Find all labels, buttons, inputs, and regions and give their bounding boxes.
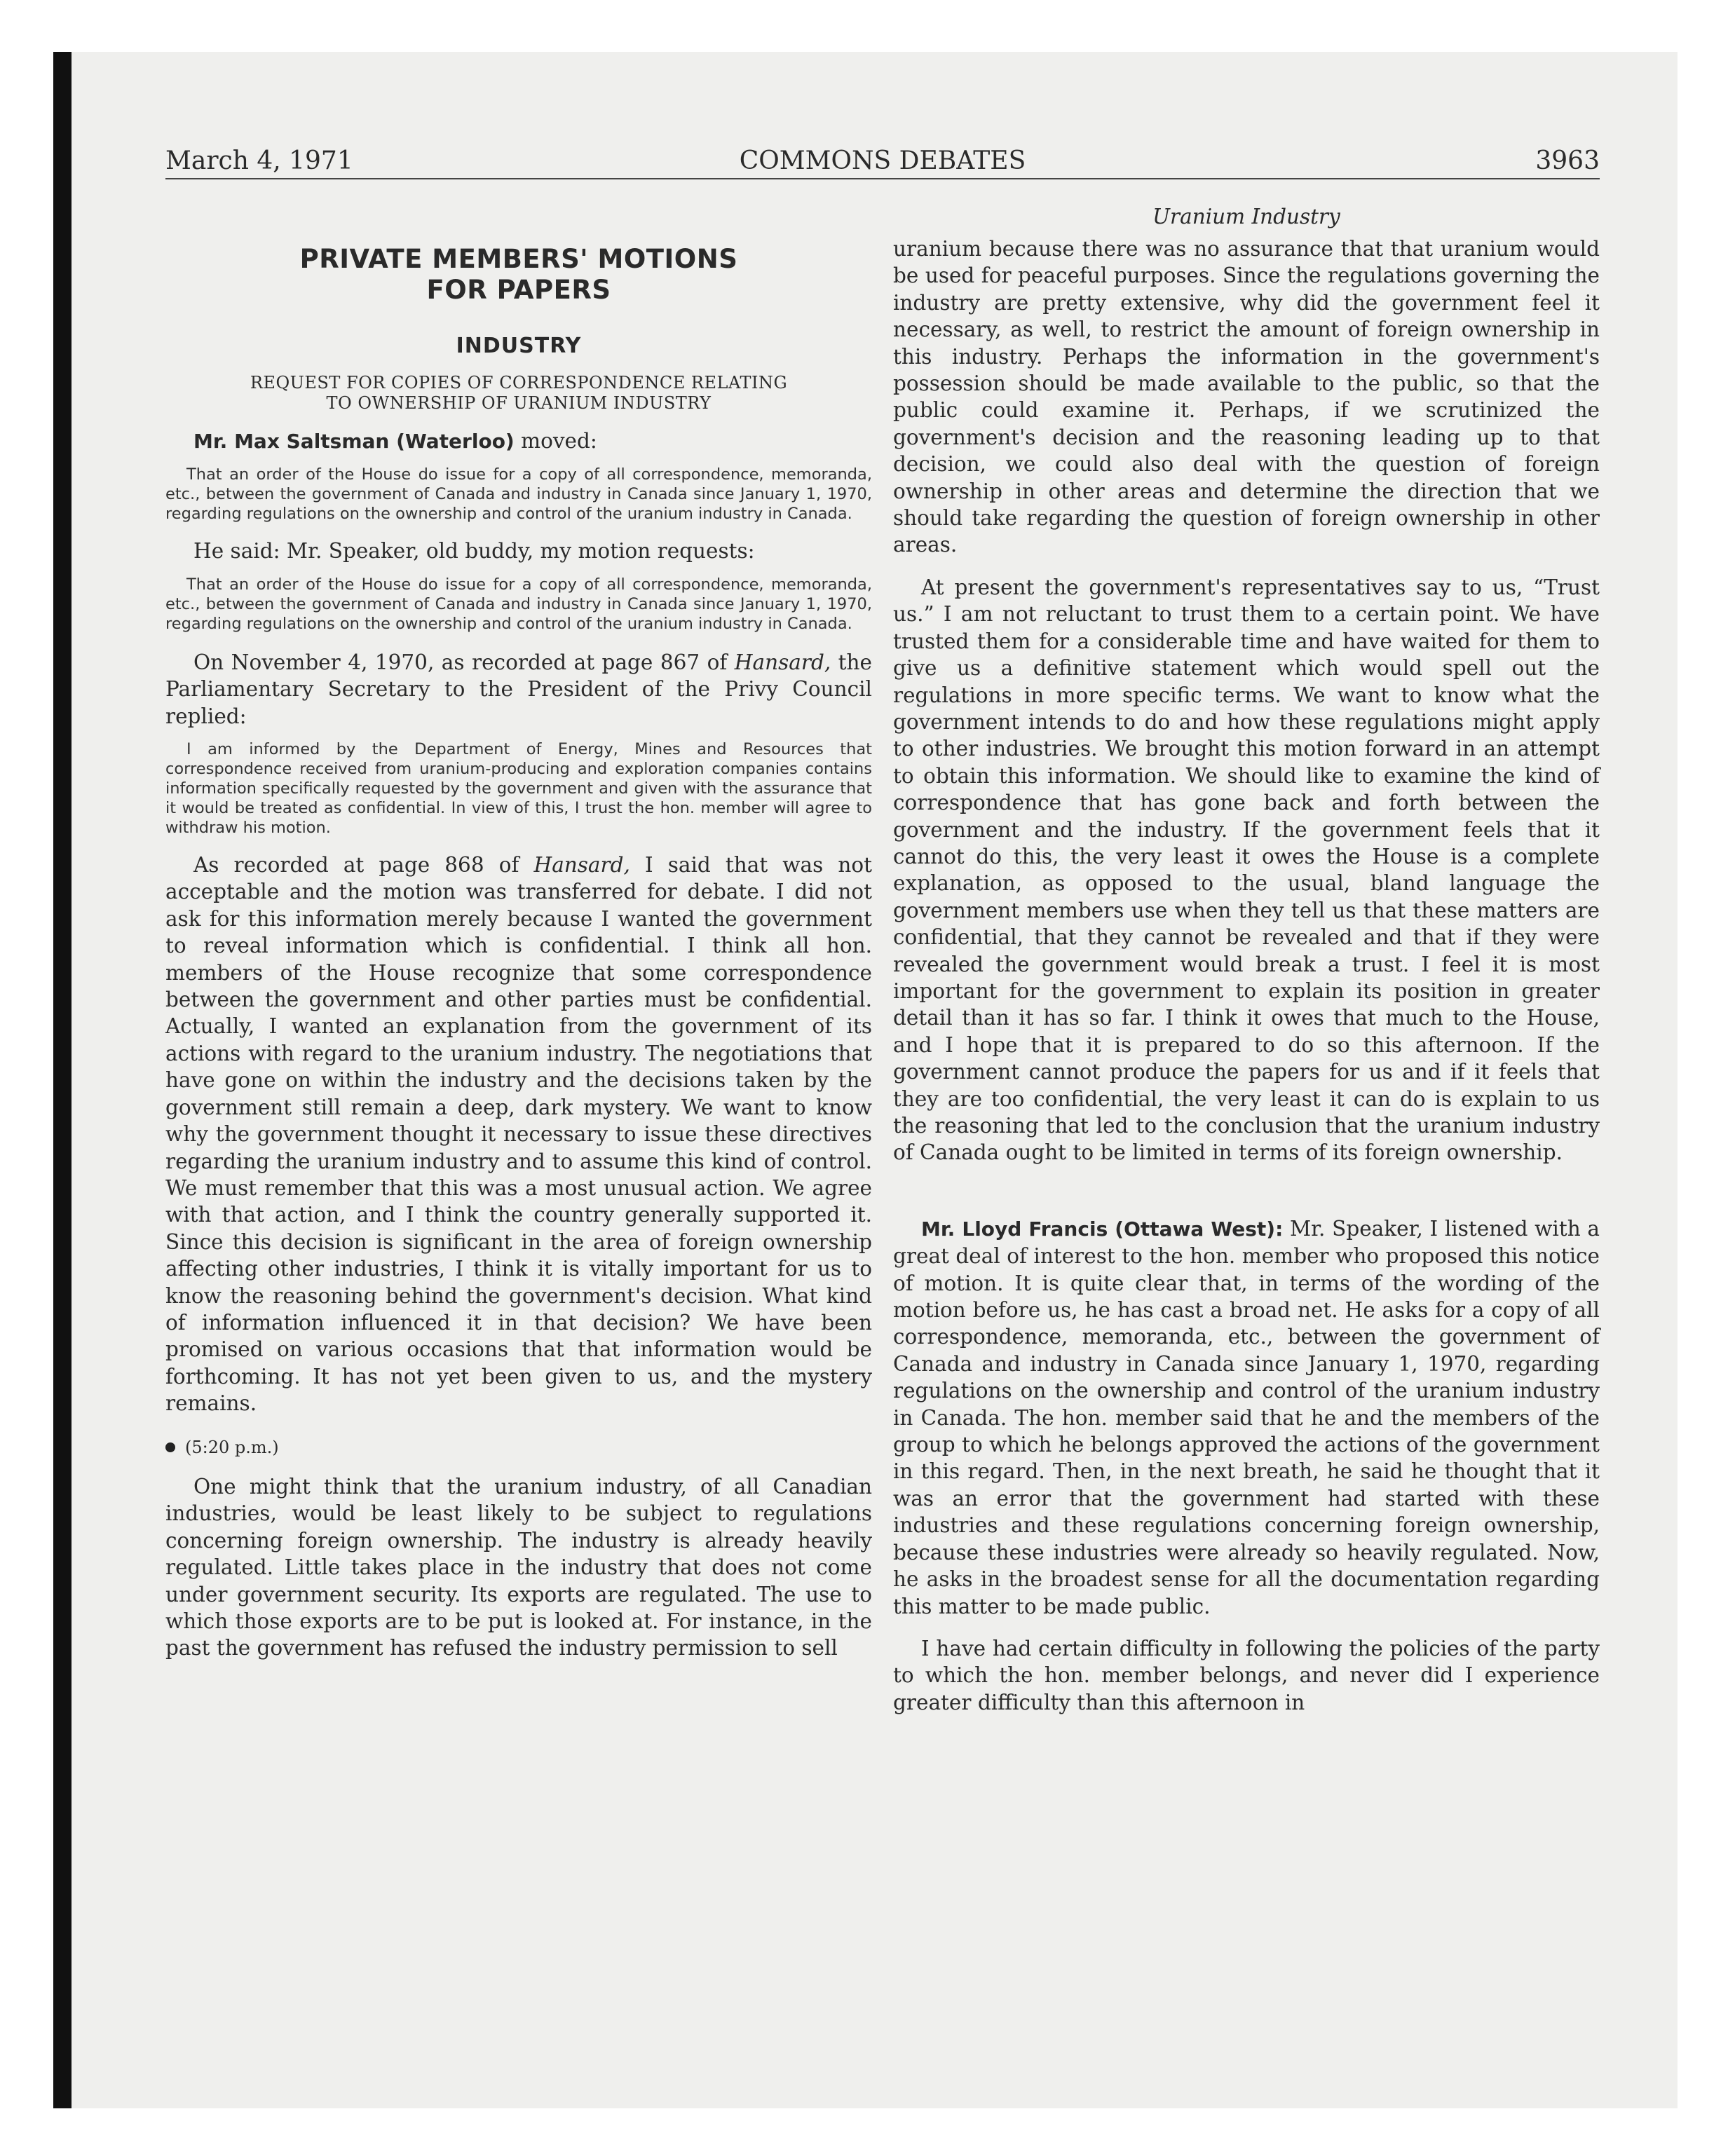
document-page	[165, 146, 1600, 2038]
timestamp-text: (5:20 p.m.)	[185, 1437, 279, 1457]
subject-heading: INDUSTRY	[456, 334, 582, 358]
timestamp	[165, 1434, 872, 1461]
scan-left-edge	[53, 52, 72, 2108]
paragraph-november-b: the Parliamentary Secretary to the President of the Privy Council replied:	[165, 650, 872, 728]
header-publication: COMMONS DEBATES	[739, 146, 1026, 175]
left-column	[165, 244, 872, 1662]
section-heading	[165, 244, 872, 306]
subheading-line1: REQUEST FOR COPIES OF CORRESPONDENCE RELATING	[250, 373, 788, 393]
header-date: March 4, 1971	[165, 146, 353, 175]
paragraph-page-868	[165, 852, 872, 1417]
paragraph-868-b: I said that was not acceptable and the motion was transferred for debate. I did not ask for this information merely because I wanted the government to reveal information which is confidential. I think all hon. members of the House recognize that some correspondence between the government and other parties must be confidential. Actually, I wanted an explanation from the government of its actions with regard to the uranium industry. The negotiations that have gone on within the industry and the decisions taken by the government still remain a deep, dark mystery. We want to know why the government thought it necessary to issue these directives regarding the uranium industry and to assume this kind of control. We must remember that this was a most unusual action. We agree with that action, and I think the country generally supported it. Since this decision is significant in the area of foreign ownership affecting other industries, I think it is vitally important for us to know the reasoning behind the government's decision. What kind of information influenced it in that decision? We have been promised on various occasions that that information would be forthcoming. It has not yet been given to us, and the mystery remains.	[165, 853, 872, 1416]
page-header	[165, 146, 1600, 179]
hansard-reference: Hansard,	[734, 650, 831, 674]
paragraph-one-might: One might think that the uranium industry, of all Canadian industries, would be least likely to be subject to regulations concerning foreign ownership. The industry is already heavily regulated. Little takes place in the industry that does not come under government security. Its exports are regulated. The use to which those exports are to be put is looked at. For instance, in the past the government has refused the industry permission to sell	[165, 1474, 872, 1660]
speaker-francis: Mr. Lloyd Francis (Ottawa West):	[921, 1217, 1284, 1241]
subheading-line2: TO OWNERSHIP OF URANIUM INDUSTRY	[326, 393, 712, 413]
right-column	[893, 203, 1600, 1716]
header-page-number: 3963	[1535, 146, 1600, 175]
francis-text: Mr. Speaker, I listened with a great deal of interest to the hon. member who proposed this notice of motion. It is quite clear that, in terms of the wording of the motion before us, he has cast a broad net. He asks for a copy of all correspondence, memoranda, etc., between the government of Canada and industry in Canada since January 1, 1970, regarding regulations on the ownership and control of the uranium industry in Canada. The hon. member said that he and the members of the group to which he belongs approved the actions of the government in this regard. Then, in the next breath, he said he thought that it was an error that the government had started with these industries and these regulations concerning foreign ownership, because these industries were already so heavily regulated. Now, he asks in the broadest sense for all the documentation regarding this matter to be made public.	[893, 1216, 1600, 1618]
paragraph-francis	[893, 1215, 1600, 1620]
section-heading-line2: FOR PAPERS	[426, 275, 611, 305]
section-heading-line1: PRIVATE MEMBERS' MOTIONS	[299, 244, 738, 274]
reply-quote: I am informed by the Department of Energy, Mines and Resources that correspondence received from uranium-producing and exploration companies contains information specifically requested by the government and given with the assurance that it would be treated as confidential. In view of this, I trust the hon. member will agree to withdraw his motion.	[165, 740, 872, 838]
hansard-reference-2: Hansard,	[533, 853, 630, 878]
paragraph-at-present: At present the government's representatives say to us, “Trust us.” I am not reluctant to trust them to a certain point. We have trusted them for a considerable time and have waited for them to give us a definitive statement which would spell out the regulations in more specific terms. We want to know what the government intends to do and how these regulations might apply to other industries. We brought this motion forward in an attempt to obtain this information. We should like to examine the kind of correspondence that has gone back and forth between the government and the industry. If the government feels that it cannot do this, the very least it owes the House is a complete explanation, as opposed to the usual, bland language the government members use when they tell us that these matters are confidential, that they cannot be revealed and that if they were revealed the government would break a trust. I feel it is most important for the government to explain its position in greater detail than it has so far. I think it owes that much to the House, and I hope that it is prepared to do so this afternoon. If the government cannot produce the papers for us and if it feels that they are too confidential, the very least it can do is explain to us the reasoning that led to the conclusion that the uranium industry of Canada ought to be limited in terms of its foreign ownership.	[893, 575, 1600, 1165]
paragraph-november-a: On November 4, 1970, as recorded at page 867 of	[193, 650, 735, 674]
mover-paragraph	[165, 428, 872, 455]
paragraph-he-said: He said: Mr. Speaker, old buddy, my motion requests:	[193, 539, 755, 564]
running-head: Uranium Industry	[1152, 205, 1340, 228]
motion-quote: That an order of the House do issue for a copy of all correspondence, memoranda, etc., between the government of Canada and industry in Canada since January 1, 1970, regarding regulations on the ownership and control of the uranium industry in Canada.	[165, 465, 872, 524]
paragraph-868-a: As recorded at page 868 of	[193, 853, 534, 878]
motion-quote-repeat: That an order of the House do issue for a copy of all correspondence, memoranda, etc., between the government of Canada and industry in Canada since January 1, 1970, regarding regulations on the ownership and control of the uranium industry in Canada.	[165, 575, 872, 633]
bullet-icon	[165, 1442, 175, 1452]
mover-name: Mr. Max Saltsman (Waterloo)	[193, 430, 515, 453]
paragraph-difficulty: I have had certain difficulty in following the policies of the party to which the hon. member belongs, and never did I experience greater difficulty than this afternoon in	[893, 1636, 1600, 1714]
subheading	[165, 373, 872, 414]
mover-action: moved:	[514, 429, 597, 453]
paragraph-november	[165, 649, 872, 730]
paragraph-continued: uranium because there was no assurance that that uranium would be used for peaceful purposes. Since the regulations governing the industry are pretty extensive, why did the government feel it necessary, as well, to restrict the amount of foreign ownership in this industry. Perhaps the information in the government's possession should be made available to the public, so that the public could examine it. Perhaps, if we scrutinized the government's decision and the reasoning leading up to that decision, we could also deal with the question of foreign ownership in other areas and determine the direction that we should take regarding the question of foreign ownership in other areas.	[893, 237, 1600, 557]
